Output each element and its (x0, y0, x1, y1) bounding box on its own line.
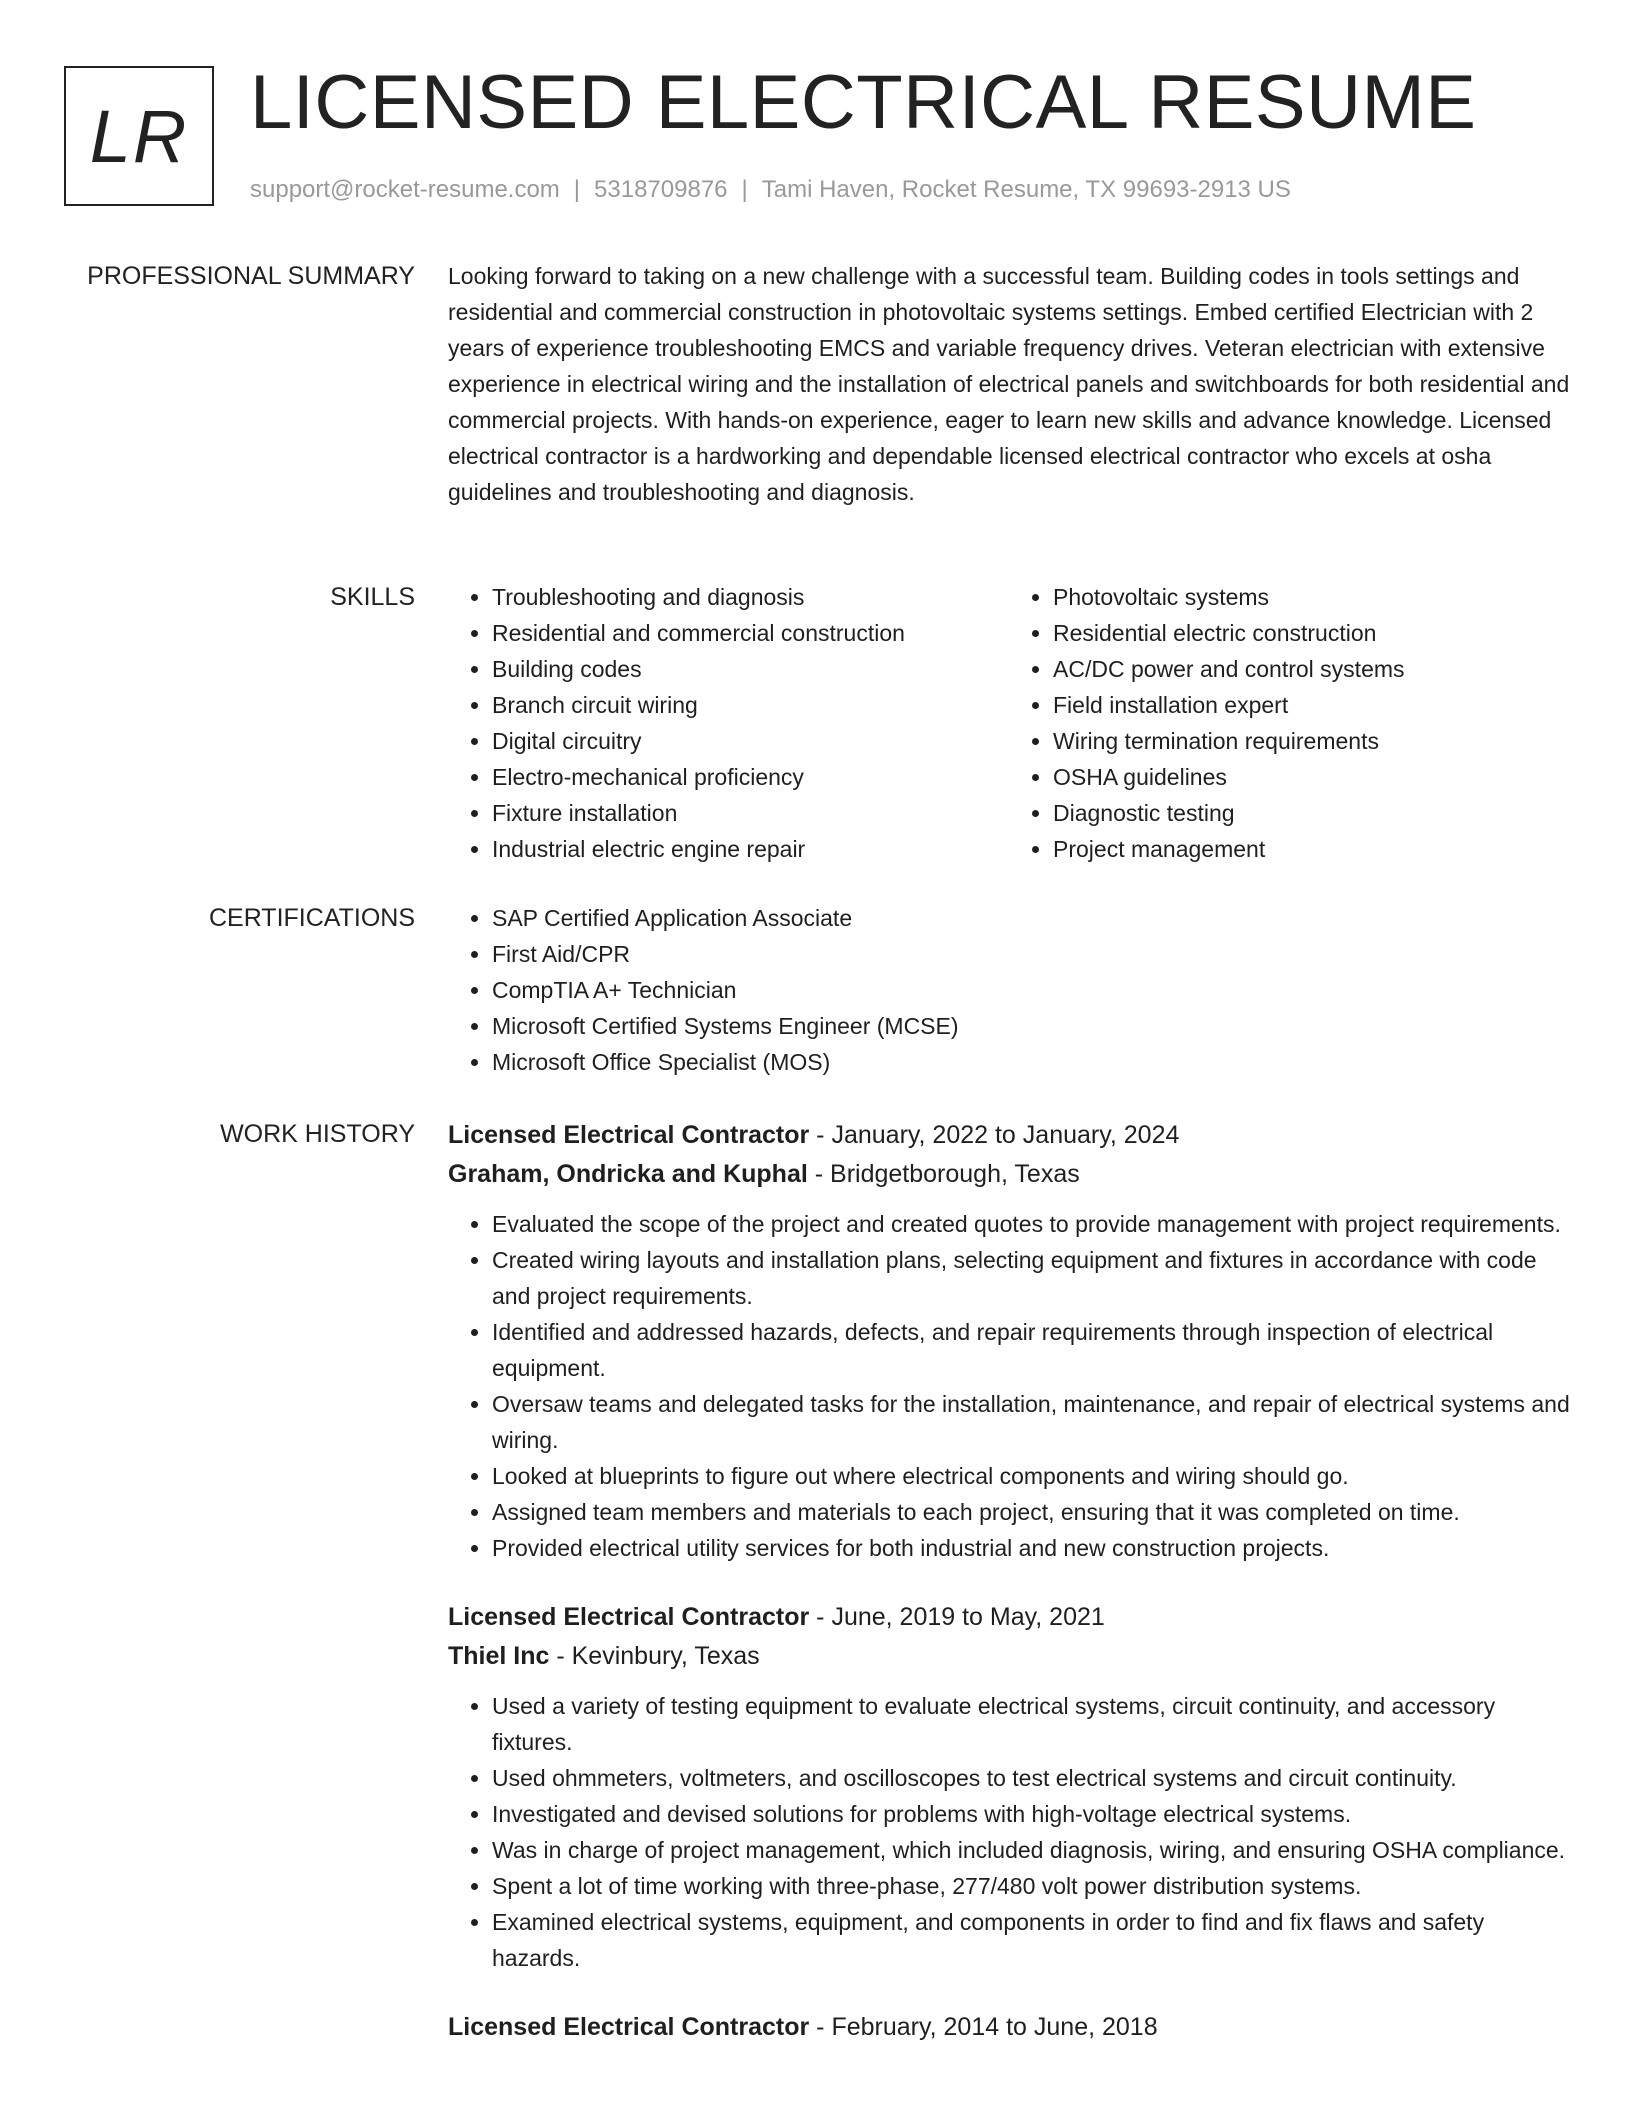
skill-item: • Electro-mechanical proficiency (492, 759, 1009, 795)
job-title: Licensed Electrical Contractor (448, 1121, 810, 1149)
resume-title: LICENSED ELECTRICAL RESUME (250, 60, 1477, 145)
skill-item: • Wiring termination requirements (1053, 723, 1570, 759)
job-company: Thiel Inc (448, 1642, 550, 1670)
job-company-line (448, 1637, 1570, 1676)
contact-email[interactable]: support@rocket-resume.com (250, 176, 560, 203)
monogram-logo (64, 66, 214, 206)
job-duties-list (448, 1688, 1570, 1976)
job-dates: - February, 2014 to June, 2018 (809, 2013, 1158, 2041)
job-duty: • Created wiring layouts and installation plans, selecting equipment and fixtures in accordance with code and project requirements. (492, 1242, 1570, 1314)
job-title-line (448, 2008, 1570, 2047)
skill-item: • Industrial electric engine repair (492, 831, 1009, 867)
section-label-work-history: WORK HISTORY (220, 1120, 415, 1148)
job-duty: • Investigated and devised solutions for problems with high-voltage electrical systems. (492, 1796, 1570, 1832)
contact-address: Tami Haven, Rocket Resume, TX 99693-2913 US (761, 176, 1291, 203)
job-duty: • Oversaw teams and delegated tasks for the installation, maintenance, and repair of electrical systems and wiring. (492, 1386, 1570, 1458)
certification-item: • CompTIA A+ Technician (492, 972, 1570, 1008)
skill-item: • Diagnostic testing (1053, 795, 1570, 831)
skills-list-left (448, 579, 1009, 867)
job-company-line (448, 1155, 1570, 1194)
certification-item: • First Aid/CPR (492, 936, 1570, 972)
job-location: - Kevinbury, Texas (549, 1642, 760, 1670)
job-duty: • Spent a lot of time working with three-phase, 277/480 volt power distribution systems. (492, 1868, 1570, 1904)
skill-item: • Residential and commercial construction (492, 615, 1009, 651)
job-duty: • Assigned team members and materials to each project, ensuring that it was completed on time. (492, 1494, 1570, 1530)
job-duty: • Provided electrical utility services for both industrial and new construction projects. (492, 1530, 1570, 1566)
job-dates: - January, 2022 to January, 2024 (809, 1121, 1180, 1149)
contact-separator: | (741, 176, 748, 203)
contact-phone[interactable]: 5318709876 (594, 176, 728, 203)
contact-line (250, 174, 1291, 206)
section-label-skills: SKILLS (330, 583, 415, 611)
certification-item: • Microsoft Certified Systems Engineer (MCSE) (492, 1008, 1570, 1044)
job-location: - Bridgetborough, Texas (807, 1160, 1080, 1188)
skill-item: • Branch circuit wiring (492, 687, 1009, 723)
section-label-summary: PROFESSIONAL SUMMARY (87, 262, 415, 290)
job-duty: • Used a variety of testing equipment to evaluate electrical systems, circuit continuity, and accessory fixtures. (492, 1688, 1570, 1760)
certification-item: • SAP Certified Application Associate (492, 900, 1570, 936)
certifications-list (448, 900, 1570, 1080)
job-duty: • Examined electrical systems, equipment, and components in order to find and fix flaws and safety hazards. (492, 1904, 1570, 1976)
job-company: Graham, Ondricka and Kuphal (448, 1160, 808, 1188)
job-title: Licensed Electrical Contractor (448, 2013, 810, 2041)
skill-item: • AC/DC power and control systems (1053, 651, 1570, 687)
job-title-line (448, 1116, 1570, 1155)
skill-item: • OSHA guidelines (1053, 759, 1570, 795)
skills-list-right (1009, 579, 1570, 867)
summary-text: Looking forward to taking on a new challenge with a successful team. Building codes in tools settings and residential and commercial construction in photovoltaic systems settings. Embed certified Electrician with 2 years of experience troubleshooting EMCS and variable frequency drives. Veteran electrician with extensive experience in electrical wiring and the installation of electrical panels and switchboards for both residential and commercial projects. With hands-on experience, eager to learn new skills and advance knowledge. Licensed electrical contractor is a hardworking and dependable licensed electrical contractor who excels at osha guidelines and troubleshooting and diagnosis. (448, 263, 1570, 505)
job-duty: • Evaluated the scope of the project and created quotes to provide management with project requirements. (492, 1206, 1570, 1242)
section-label-certifications: CERTIFICATIONS (208, 904, 415, 932)
job-duty: • Identified and addressed hazards, defects, and repair requirements through inspection of electrical equipment. (492, 1314, 1570, 1386)
skill-item: • Troubleshooting and diagnosis (492, 579, 1009, 615)
job-dates: - June, 2019 to May, 2021 (809, 1603, 1105, 1631)
job-duty: • Used ohmmeters, voltmeters, and oscilloscopes to test electrical systems and circuit continuity. (492, 1760, 1570, 1796)
job-duty: • Looked at blueprints to figure out where electrical components and wiring should go. (492, 1458, 1570, 1494)
skill-item: • Photovoltaic systems (1053, 579, 1570, 615)
contact-separator: | (573, 176, 581, 203)
skill-item: • Fixture installation (492, 795, 1009, 831)
job-entry (448, 1116, 1570, 1566)
skill-item: • Residential electric construction (1053, 615, 1570, 651)
job-entry (448, 2008, 1570, 2047)
job-title: Licensed Electrical Contractor (448, 1603, 810, 1631)
job-entry (448, 1598, 1570, 1976)
skill-item: • Project management (1053, 831, 1570, 867)
skill-item: • Building codes (492, 651, 1009, 687)
skill-item: • Digital circuitry (492, 723, 1009, 759)
job-duty: • Was in charge of project management, which included diagnosis, wiring, and ensuring OSHA compliance. (492, 1832, 1570, 1868)
job-title-line (448, 1598, 1570, 1637)
certification-item: • Microsoft Office Specialist (MOS) (492, 1044, 1570, 1080)
job-duties-list (448, 1206, 1570, 1566)
skill-item: • Field installation expert (1053, 687, 1570, 723)
monogram-initials: LR (89, 94, 189, 178)
